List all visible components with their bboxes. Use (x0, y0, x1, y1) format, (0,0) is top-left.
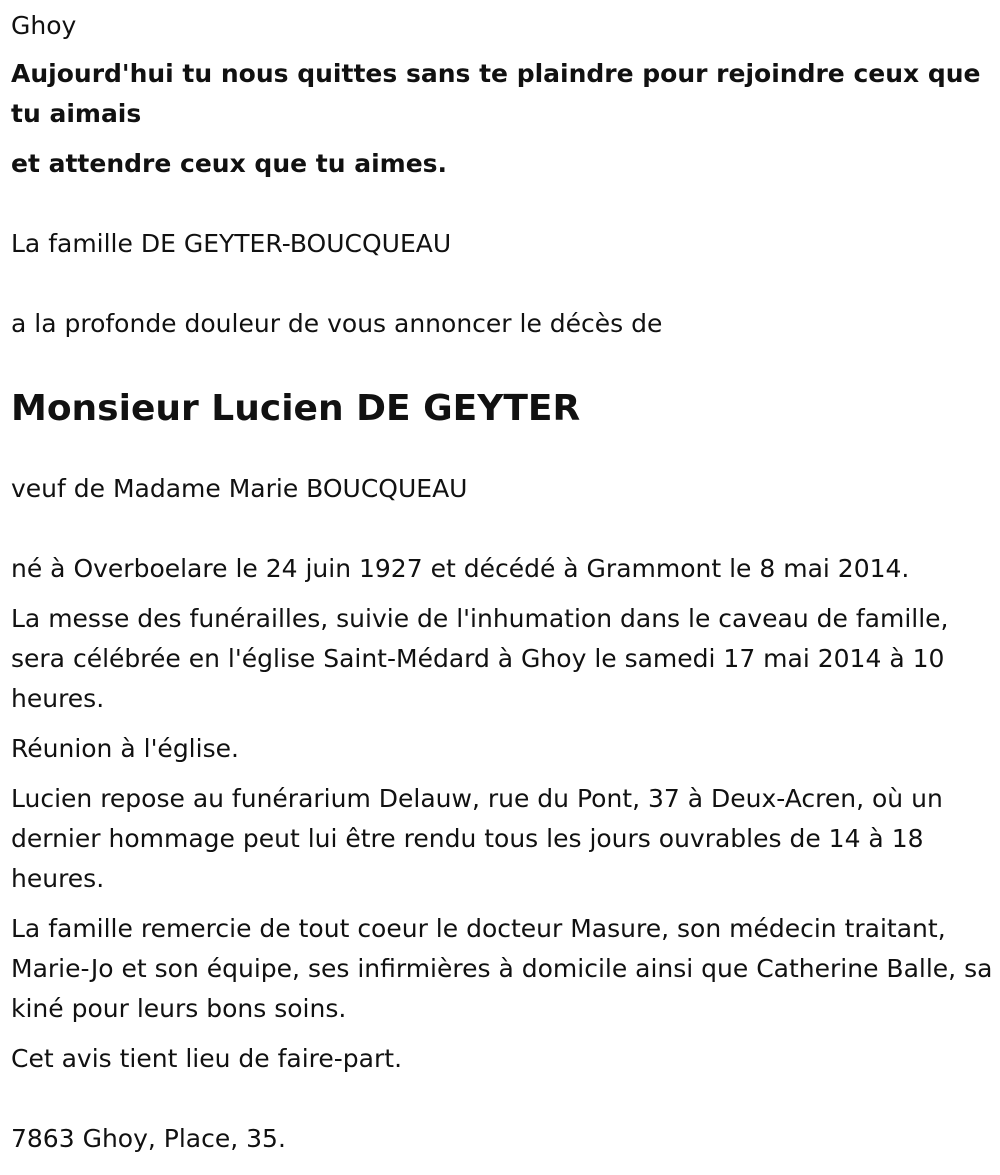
reunion-paragraph: Réunion à l'église. (11, 734, 239, 763)
address-line: 7863 Ghoy, Place, 35. (11, 1124, 286, 1153)
place-header: Ghoy (11, 11, 77, 40)
announcement-text: a la profonde douleur de vous annoncer le décès de (11, 309, 663, 338)
verse-line-1: Aujourd'hui tu nous quittes sans te plaindre pour rejoindre ceux que tu aimais (11, 59, 981, 128)
deceased-name: Monsieur Lucien DE GEYTER (11, 388, 581, 429)
thanks-paragraph: La famille remercie de tout coeur le docteur Masure, son médecin traitant, Marie-Jo et son équipe, ses infirmières à domicile ainsi que Catherine Balle, sa kiné pour leurs bons soins. (11, 914, 993, 1023)
faire-part-paragraph: Cet avis tient lieu de faire-part. (11, 1044, 403, 1073)
obituary-notice (11, 6, 993, 1159)
funerarium-paragraph: Lucien repose au funérarium Delauw, rue du Pont, 37 à Deux-Acren, où un dernier hommage peut lui être rendu tous les jours ouvrables de 14 à 18 heures. (11, 784, 943, 893)
widower-line: veuf de Madame Marie BOUCQUEAU (11, 474, 468, 503)
funeral-mass-paragraph: La messe des funérailles, suivie de l'inhumation dans le caveau de famille, sera célébrée en l'église Saint-Médard à Ghoy le samedi 17 mai 2014 à 10 heures. (11, 604, 949, 713)
verse-line-2: et attendre ceux que tu aimes. (11, 149, 448, 178)
birth-death-paragraph: né à Overboelare le 24 juin 1927 et décédé à Grammont le 8 mai 2014. (11, 554, 910, 583)
family-line: La famille DE GEYTER-BOUCQUEAU (11, 229, 452, 258)
